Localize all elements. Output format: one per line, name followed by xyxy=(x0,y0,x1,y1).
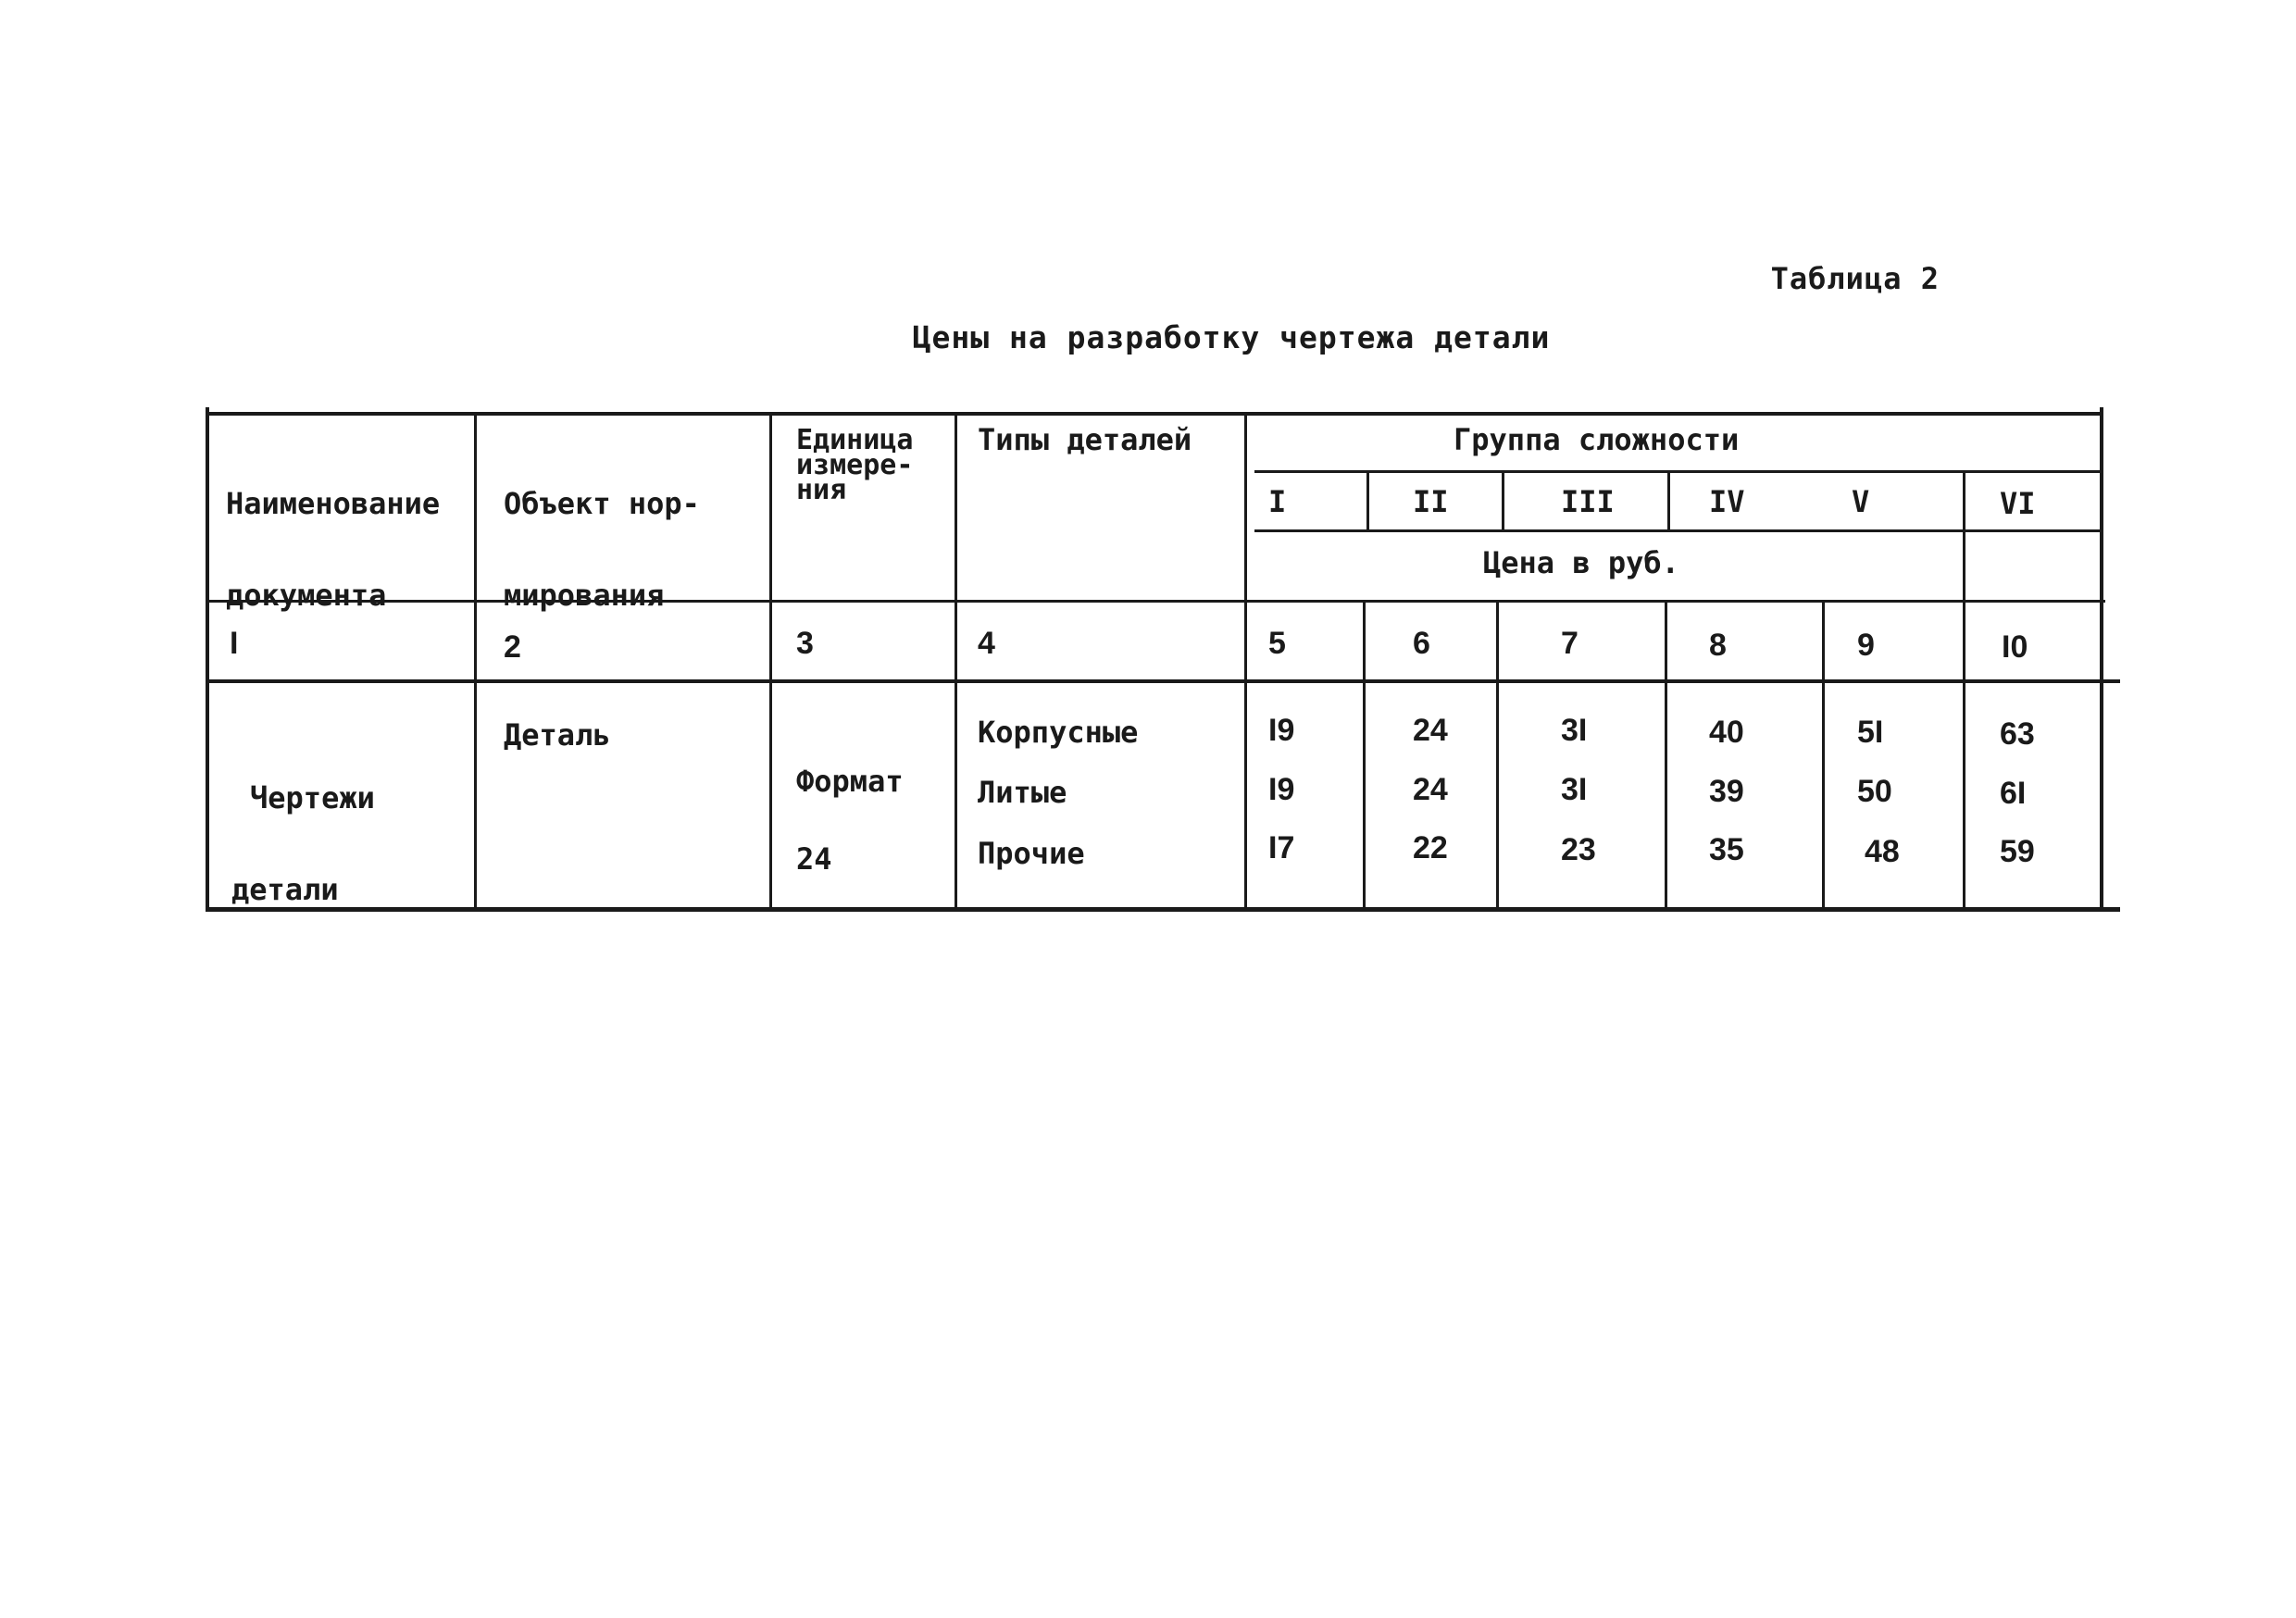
column-number: I0 xyxy=(2002,629,2028,665)
table-left-border xyxy=(206,407,209,912)
group-1: I xyxy=(1268,484,1287,519)
price-cell: 24 xyxy=(1413,713,1448,748)
group-5: V xyxy=(1852,484,1870,519)
table-top-border xyxy=(206,412,2103,416)
column-number: 4 xyxy=(978,626,995,661)
price-cell: 63 xyxy=(2000,716,2035,752)
part-type: Прочие xyxy=(978,836,1085,871)
header-complexity-group: Группа сложности xyxy=(1454,422,1740,457)
column-number: 7 xyxy=(1561,626,1578,661)
group-subheader-rule xyxy=(1254,470,2102,473)
price-cell: I7 xyxy=(1268,830,1295,865)
body-document-name: Чертежи детали xyxy=(231,780,375,907)
col-divider-7-lower xyxy=(1665,600,1667,907)
header-object: Объект нор- мирования xyxy=(504,486,700,613)
col-divider-6 xyxy=(1502,470,1504,529)
col-divider-5 xyxy=(1366,470,1369,529)
column-number: 9 xyxy=(1857,628,1875,663)
table-label: Таблица 2 xyxy=(1770,261,1940,296)
price-cell: 35 xyxy=(1709,832,1744,867)
group-3: III xyxy=(1561,484,1615,519)
col-divider-4 xyxy=(1244,412,1247,907)
column-number: 2 xyxy=(504,629,521,665)
price-cell: 39 xyxy=(1709,774,1744,809)
price-cell: I9 xyxy=(1268,713,1295,748)
table-bottom-border xyxy=(206,907,2120,912)
column-number: I xyxy=(230,626,239,661)
header-bottom-rule xyxy=(206,600,2105,603)
price-cell: 6I xyxy=(2000,776,2027,811)
body-object: Деталь xyxy=(504,717,611,753)
col-divider-9 xyxy=(1963,470,1965,907)
part-type: Корпусные xyxy=(978,715,1139,750)
col-divider-1 xyxy=(474,412,477,907)
header-part-types: Типы деталей xyxy=(978,422,1192,457)
header-document-name: Наименование документа xyxy=(226,486,441,613)
price-subheader-rule xyxy=(1254,529,2102,532)
price-cell: 23 xyxy=(1561,832,1596,867)
table-right-border xyxy=(2100,407,2103,912)
column-number: 6 xyxy=(1413,626,1430,661)
col-divider-6-lower xyxy=(1496,600,1499,907)
price-cell: 5I xyxy=(1857,715,1884,750)
group-4: IV xyxy=(1709,484,1745,519)
price-cell: 22 xyxy=(1413,830,1448,865)
price-cell: 40 xyxy=(1709,715,1744,750)
price-cell: 48 xyxy=(1865,834,1900,869)
part-type: Литые xyxy=(978,775,1067,810)
column-number: 3 xyxy=(796,626,814,661)
price-cell: 50 xyxy=(1857,774,1892,809)
price-cell: 3I xyxy=(1561,772,1588,807)
price-cell: I9 xyxy=(1268,772,1295,807)
column-number: 8 xyxy=(1709,628,1727,663)
price-cell: 59 xyxy=(2000,834,2035,869)
group-6: VI xyxy=(2000,486,2036,521)
col-divider-5-lower xyxy=(1363,600,1366,907)
col-divider-3 xyxy=(955,412,957,907)
price-cell: 24 xyxy=(1413,772,1448,807)
body-unit: Формат 24 xyxy=(796,764,904,877)
col-divider-7 xyxy=(1667,470,1670,529)
document-title: Цены на разработку чертежа детали xyxy=(912,319,1551,355)
price-heading: Цена в руб. xyxy=(1483,545,1679,580)
header-unit: Единица измере- ния xyxy=(796,424,914,506)
col-divider-8 xyxy=(1822,600,1825,907)
column-number: 5 xyxy=(1268,626,1286,661)
col-divider-2 xyxy=(769,412,772,907)
column-numbers-bottom-rule xyxy=(206,679,2120,683)
price-cell: 3I xyxy=(1561,713,1588,748)
group-2: II xyxy=(1413,484,1449,519)
